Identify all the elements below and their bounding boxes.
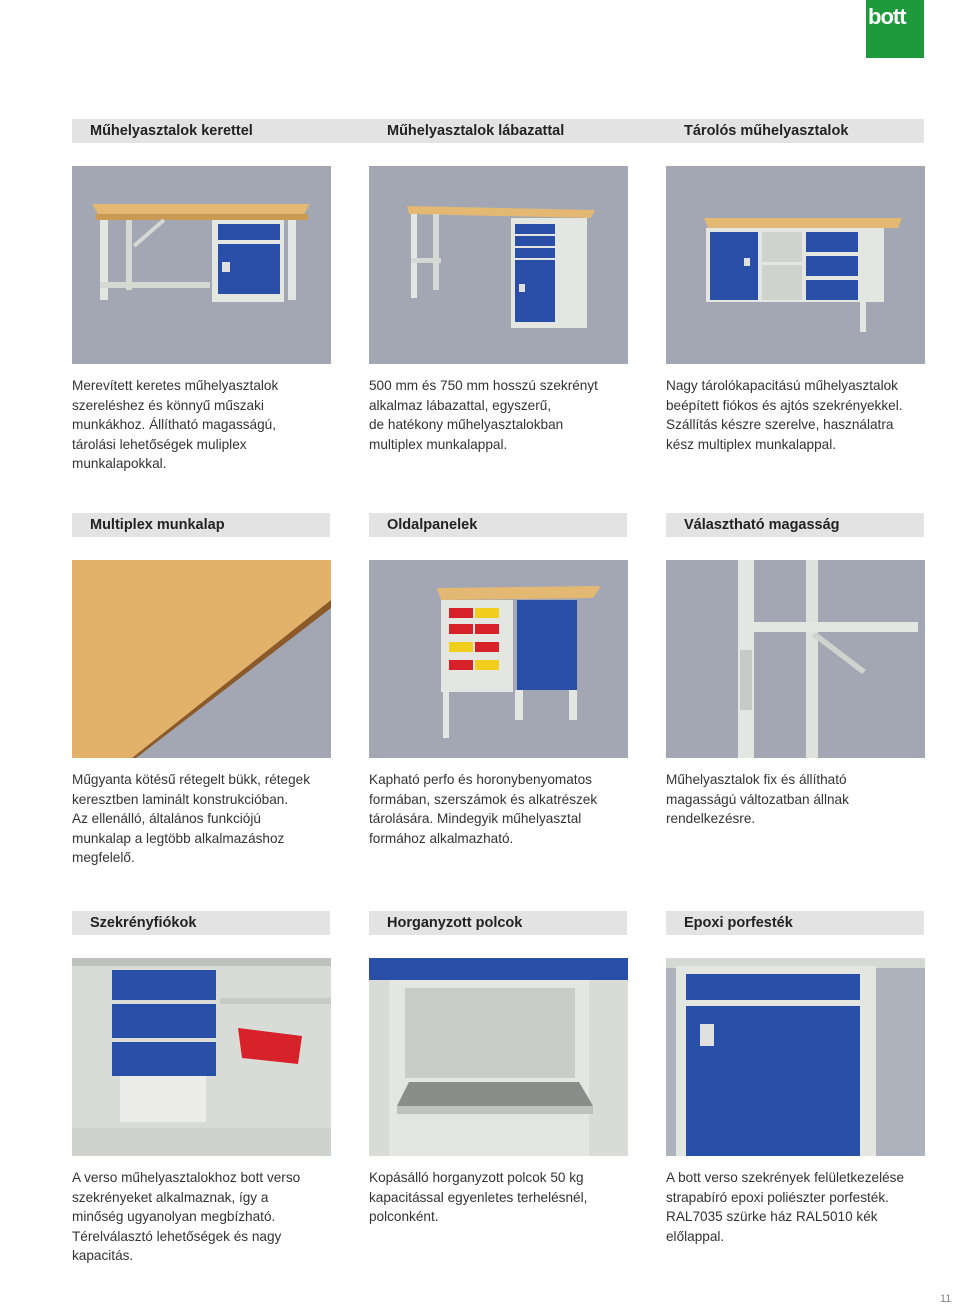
description: Műgyanta kötésű rétegelt bükk, rétegek keresztben laminált konstrukcióban. Az ellenálló, általános funkciójú munkalap a legtöbb alkalmazáshoz megfelelő. xyxy=(72,772,311,865)
section-header: Tárolós műhelyasztalok xyxy=(666,119,924,143)
description: 500 mm és 750 mm hosszú szekrényt alkalmaz lábazattal, egyszerű, de hatékony műhelyasztalokban multiplex munkalappal. xyxy=(369,378,598,452)
section-header: Műhelyasztalok kerettel xyxy=(72,119,330,143)
section-header: Epoxi porfesték xyxy=(666,911,924,935)
description: Nagy tárolókapacitású műhelyasztalok beépített fiókos és ajtós szekrényekkel. Szállítás készre szerelve, használatra kész multiplex munkalappal. xyxy=(666,378,903,452)
side-panels-image xyxy=(369,560,628,758)
workbench-pedestal-image xyxy=(369,166,628,364)
section-header: Választható magasság xyxy=(666,513,924,537)
galvanized-shelf-image xyxy=(369,958,628,1156)
description: Merevített keretes műhelyasztalok szereléshez és könnyű műszaki munkákhoz. Állítható magasságú, tárolási lehetőségek muliplex munkalapokkal. xyxy=(72,378,279,471)
workbench-storage-image xyxy=(666,166,925,364)
description: Kopásálló horganyzott polcok 50 kg kapacitással egyenletes terhelésnél, polconként. xyxy=(369,1170,588,1224)
workbench-frame-image xyxy=(72,166,331,364)
description: Műhelyasztalok fix és állítható magasságú változatban állnak rendelkezésre. xyxy=(666,772,849,826)
bott-logo: bott xyxy=(866,0,924,58)
page-number: 11 xyxy=(940,1293,952,1305)
section-header: Multiplex munkalap xyxy=(72,513,330,537)
section-header: Szekrényfiókok xyxy=(72,911,330,935)
height-adjust-image xyxy=(666,560,925,758)
plywood-top-image xyxy=(72,560,331,758)
description: Kapható perfo és horonybenyomatos formában, szerszámok és alkatrészek tárolására. Mindegyik műhelyasztal formához alkalmazható. xyxy=(369,772,598,846)
section-header: Oldalpanelek xyxy=(369,513,627,537)
epoxy-cabinet-image xyxy=(666,958,925,1156)
drawers-image xyxy=(72,958,331,1156)
section-header: Horganyzott polcok xyxy=(369,911,627,935)
description: A verso műhelyasztalokhoz bott verso szekrényeket alkalmaznak, így a minőség ugyanolyan megbízható. Térelválasztó lehetőségek és nagy kapacitás. xyxy=(72,1170,301,1263)
section-header: Műhelyasztalok lábazattal xyxy=(369,119,627,143)
description: A bott verso szekrények felületkezelése strapabíró epoxi poliészter porfesték. RAL7035 szürke ház RAL5010 kék előlappal. xyxy=(666,1170,905,1244)
